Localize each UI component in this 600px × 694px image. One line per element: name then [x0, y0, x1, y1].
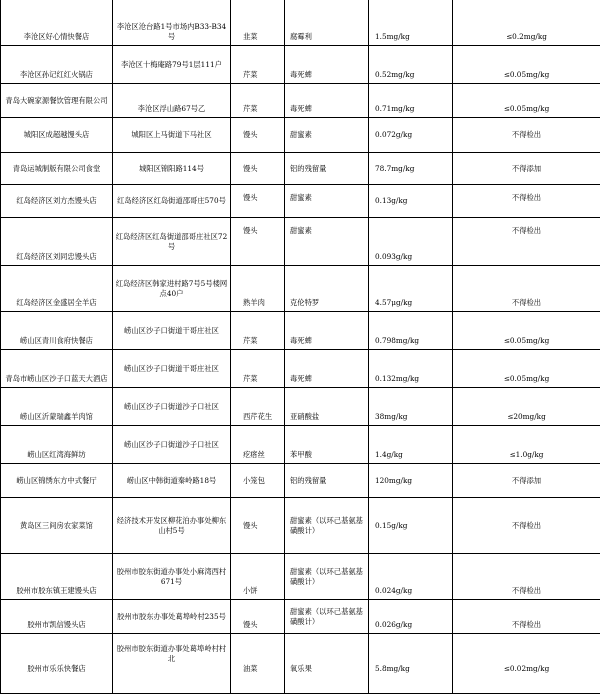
- test-item-cell: 铝的残留量: [285, 464, 369, 498]
- standard-limit-cell: ≤0.05mg/kg: [453, 84, 600, 118]
- food-cell: 馒头: [231, 153, 285, 185]
- food-cell: 小笼包: [231, 464, 285, 498]
- table-row: [1, 266, 600, 312]
- test-item-cell: 克伦特罗: [285, 266, 369, 312]
- test-value-cell: 0.798mg/kg: [369, 312, 453, 350]
- test-item-cell: 毒死蜱: [285, 46, 369, 84]
- test-item-cell: 毒死蜱: [285, 312, 369, 350]
- address-cell: 李沧区浮山路67号乙: [113, 84, 231, 118]
- test-item-cell: 毒死蜱: [285, 350, 369, 388]
- shop-name-cell: 青岛运城制版有限公司食堂: [1, 153, 113, 185]
- address-cell: 胶州市胶东街道办事处葛埠岭村村北: [113, 634, 231, 694]
- test-item-cell: 甜蜜素: [285, 118, 369, 153]
- shop-name-cell: 胶州市凯信馒头店: [1, 600, 113, 634]
- shop-name-cell: 崂山区青川食府快餐店: [1, 312, 113, 350]
- test-value-cell: 0.026g/kg: [369, 600, 453, 634]
- standard-limit-cell: 不得检出: [453, 498, 600, 554]
- table-row: [1, 46, 600, 84]
- shop-name-cell: 城阳区成超越馒头店: [1, 118, 113, 153]
- table-row: [1, 218, 600, 266]
- food-cell: 芹菜: [231, 46, 285, 84]
- shop-name-cell: 青岛大碗家源餐饮管理有限公司: [1, 84, 113, 118]
- standard-limit-cell: 不得检出: [453, 266, 600, 312]
- test-item-cell: 腐霉利: [285, 0, 369, 46]
- food-cell: 西芹花生: [231, 388, 285, 426]
- standard-limit-cell: ≤0.2mg/kg: [453, 0, 600, 46]
- table-row: [1, 498, 600, 554]
- food-cell: 韭菜: [231, 0, 285, 46]
- address-cell: 胶州市胶东街道办事处小麻湾西村671号: [113, 554, 231, 600]
- table-row: [1, 426, 600, 464]
- address-cell: 红岛经济区红岛街道邵哥庄570号: [113, 185, 231, 218]
- test-value-cell: 5.8mg/kg: [369, 634, 453, 694]
- test-item-cell: 亚硝酸盐: [285, 388, 369, 426]
- table-row: [1, 185, 600, 218]
- standard-limit-cell: 不得检出: [453, 600, 600, 634]
- test-value-cell: 0.52mg/kg: [369, 46, 453, 84]
- food-cell: 馒头: [231, 118, 285, 153]
- address-cell: 崂山区沙子口街道沙子口社区: [113, 426, 231, 464]
- food-cell: 馒头: [231, 218, 285, 266]
- shop-name-cell: 红岛经济区金盛居全羊店: [1, 266, 113, 312]
- test-value-cell: 1.4g/kg: [369, 426, 453, 464]
- standard-limit-cell: 不得添加: [453, 153, 600, 185]
- test-item-cell: 毒死蜱: [285, 84, 369, 118]
- shop-name-cell: 黄岛区三间房农家菜馆: [1, 498, 113, 554]
- test-value-cell: 120mg/kg: [369, 464, 453, 498]
- shop-name-cell: 崂山区锦绣东方中式餐厅: [1, 464, 113, 498]
- table-row: [1, 153, 600, 185]
- test-value-cell: 0.024g/kg: [369, 554, 453, 600]
- address-cell: 崂山区中韩街道秦岭路18号: [113, 464, 231, 498]
- food-cell: 芹菜: [231, 312, 285, 350]
- standard-limit-cell: ≤1.0g/kg: [453, 426, 600, 464]
- test-value-cell: 38mg/kg: [369, 388, 453, 426]
- test-item-cell: 甜蜜素: [285, 218, 369, 266]
- table-row: [1, 350, 600, 388]
- table-row: [1, 554, 600, 600]
- test-item-cell: 苯甲酸: [285, 426, 369, 464]
- test-item-cell: 甜蜜素（以环己基氨基磺酸计）: [285, 600, 369, 634]
- table-row: [1, 0, 600, 46]
- food-cell: 油菜: [231, 634, 285, 694]
- test-value-cell: 0.072g/kg: [369, 118, 453, 153]
- shop-name-cell: 李沧区好心情快餐店: [1, 0, 113, 46]
- shop-name-cell: 崂山区沂蒙瑞鑫羊肉馆: [1, 388, 113, 426]
- test-value-cell: 0.15g/kg: [369, 498, 453, 554]
- standard-limit-cell: 不得检出: [453, 118, 600, 153]
- food-cell: 馒头: [231, 185, 285, 218]
- shop-name-cell: 崂山区红湾海鲜坊: [1, 426, 113, 464]
- table-row: [1, 84, 600, 118]
- test-item-cell: 甜蜜素: [285, 185, 369, 218]
- food-cell: 馒头: [231, 600, 285, 634]
- shop-name-cell: 青岛市崂山区沙子口蓝天大酒店: [1, 350, 113, 388]
- test-value-cell: 78.7mg/kg: [369, 153, 453, 185]
- test-item-cell: 氧乐果: [285, 634, 369, 694]
- shop-name-cell: 胶州市胶东镇王建馒头店: [1, 554, 113, 600]
- food-cell: 芹菜: [231, 350, 285, 388]
- table-row: [1, 388, 600, 426]
- address-cell: 经济技术开发区柳花泊办事处柳东山村5号: [113, 498, 231, 554]
- shop-name-cell: 李沧区孙记红红火锅店: [1, 46, 113, 84]
- address-cell: 李沧区十梅庵路79号1层111户: [113, 46, 231, 84]
- standard-limit-cell: ≤0.05mg/kg: [453, 312, 600, 350]
- test-item-cell: 铝的残留量: [285, 153, 369, 185]
- table-row: [1, 118, 600, 153]
- standard-limit-cell: 不得检出: [453, 185, 600, 218]
- test-value-cell: 0.71mg/kg: [369, 84, 453, 118]
- address-cell: 红岛经济区红岛街道邵哥庄社区72号: [113, 218, 231, 266]
- standard-limit-cell: ≤0.05mg/kg: [453, 46, 600, 84]
- address-cell: 崂山区沙子口街道干哥庄社区: [113, 350, 231, 388]
- table-row: [1, 634, 600, 694]
- address-cell: 城阳区上马街道下马社区: [113, 118, 231, 153]
- address-cell: 城阳区锦阳路114号: [113, 153, 231, 185]
- test-value-cell: 4.57μg/kg: [369, 266, 453, 312]
- address-cell: 胶州市胶东办事处葛埠岭村235号: [113, 600, 231, 634]
- shop-name-cell: 红岛经济区刘方杰馒头店: [1, 185, 113, 218]
- test-value-cell: 0.13g/kg: [369, 185, 453, 218]
- address-cell: 李沧区沧台路1号市场内B33-B34号: [113, 0, 231, 46]
- test-item-cell: 甜蜜素（以环己基氨基磺酸计）: [285, 554, 369, 600]
- address-cell: 红岛经济区韩家进村路7号5号楼网点40户: [113, 266, 231, 312]
- standard-limit-cell: ≤0.05mg/kg: [453, 350, 600, 388]
- table-row: [1, 312, 600, 350]
- standard-limit-cell: 不得检出: [453, 218, 600, 266]
- shop-name-cell: 红岛经济区刘同忠馒头店: [1, 218, 113, 266]
- food-cell: 馒头: [231, 498, 285, 554]
- test-value-cell: 0.132mg/kg: [369, 350, 453, 388]
- address-cell: 崂山区沙子口街道干哥庄社区: [113, 312, 231, 350]
- address-cell: 崂山区沙子口街道沙子口社区: [113, 388, 231, 426]
- table-row: [1, 600, 600, 634]
- food-cell: 芹菜: [231, 84, 285, 118]
- standard-limit-cell: ≤20mg/kg: [453, 388, 600, 426]
- food-cell: 熟羊肉: [231, 266, 285, 312]
- test-value-cell: 0.093g/kg: [369, 218, 453, 266]
- standard-limit-cell: 不得检出: [453, 554, 600, 600]
- food-cell: 疙瘩丝: [231, 426, 285, 464]
- test-value-cell: 1.5mg/kg: [369, 0, 453, 46]
- table-row: [1, 464, 600, 498]
- shop-name-cell: 胶州市乐乐快餐店: [1, 634, 113, 694]
- standard-limit-cell: ≤0.02mg/kg: [453, 634, 600, 694]
- standard-limit-cell: 不得添加: [453, 464, 600, 498]
- food-cell: 小饼: [231, 554, 285, 600]
- test-item-cell: 甜蜜素（以环己基氨基磺酸计）: [285, 498, 369, 554]
